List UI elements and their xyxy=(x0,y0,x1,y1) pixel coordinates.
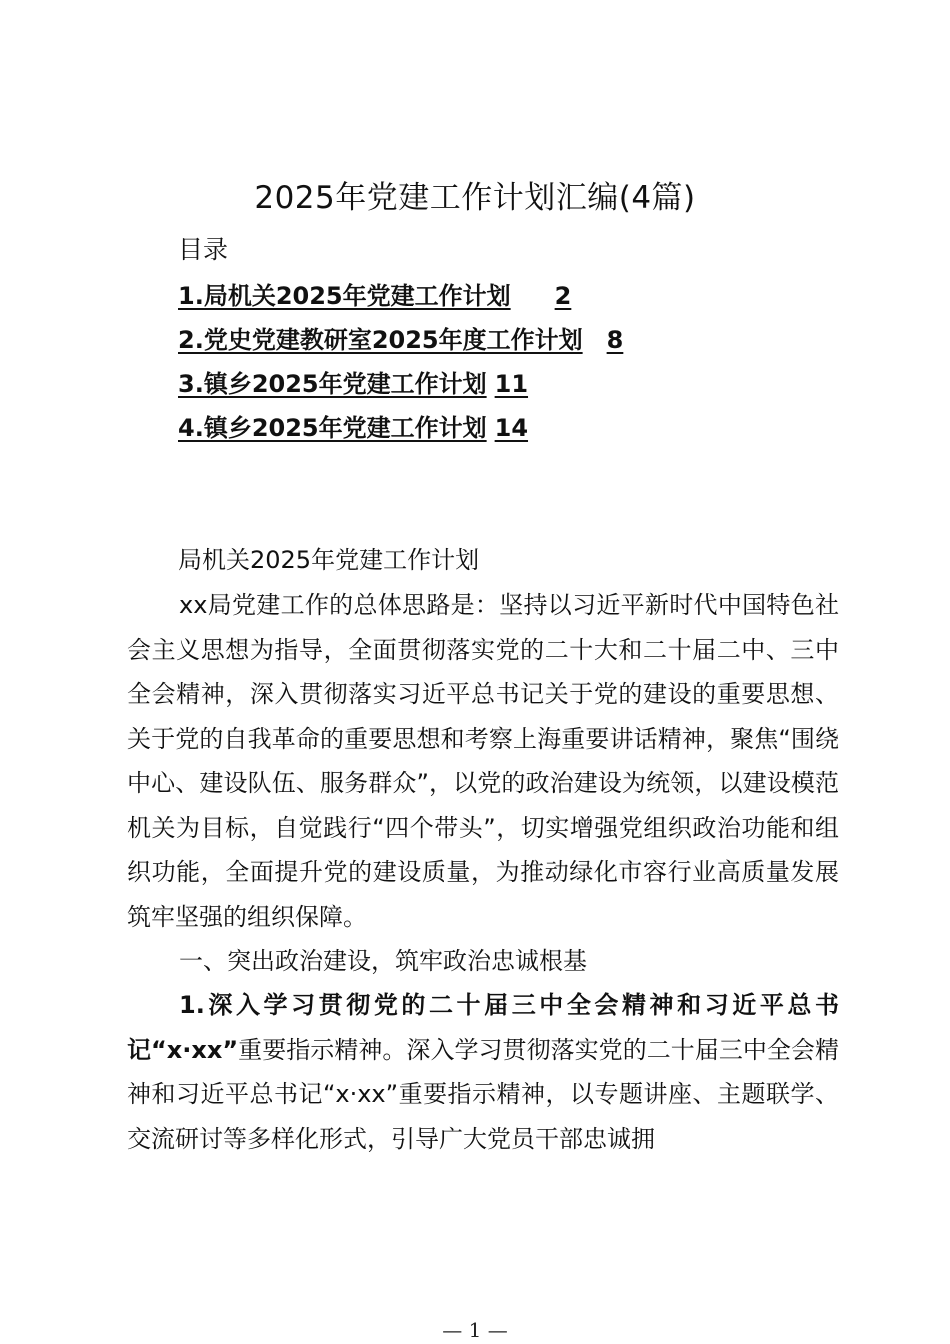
toc-entry-page: 11 xyxy=(494,370,529,398)
section-heading: 一、突出政治建设，筑牢政治忠诚根基 xyxy=(179,947,587,975)
toc-entry-1[interactable] xyxy=(178,276,571,311)
page-number-footer: — 1 — xyxy=(442,1318,508,1342)
section-title: 局机关2025年党建工作计划 xyxy=(178,546,480,574)
toc-entry-page: 8 xyxy=(606,326,624,354)
toc-entry-label: 4.镇乡2025年党建工作计划 xyxy=(178,414,487,442)
toc-entry-page: 2 xyxy=(554,282,572,310)
toc-entry-4[interactable] xyxy=(178,408,528,443)
toc-entry-page: 14 xyxy=(494,414,529,442)
body-paragraph: xx局党建工作的总体思路是：坚持以习近平新时代中国特色社会主义思想为指导，全面贯彻落实党的二十大和二十届二中、三中全会精神，深入贯彻落实习近平总书记关于党的建设的重要思想、关于党的自我革命的重要思想和考察上海重要讲话精神，聚焦“围绕中心、建设队伍、服务群众”，以党的政治建设为统领，以建设模范机关为目标，自觉践行“四个带头”，切实增强党组织政治功能和组织功能，全面提升党的建设质量，为推动绿化市容行业高质量发展筑牢坚强的组织保障。 xyxy=(127,591,839,931)
item-heading-bold: 1.深入学习贯彻党的二十届三中全会精神和习近平总书记“x·xx” xyxy=(127,991,839,1064)
toc-entry-2[interactable] xyxy=(178,320,623,355)
toc-entry-label: 1.局机关2025年党建工作计划 xyxy=(178,282,511,310)
item-body-text: 重要指示精神。深入学习贯彻落实党的二十届三中全会精神和习近平总书记“x·xx”重要指示精神，以专题讲座、主题联学、交流研讨等多样化形式，引导广大党员干部忠诚拥 xyxy=(127,1035,839,1153)
document-title: 2025年党建工作计划汇编(4篇) xyxy=(254,180,696,216)
body-paragraph-item-1 xyxy=(127,983,839,1161)
toc-entry-label: 3.镇乡2025年党建工作计划 xyxy=(178,370,487,398)
toc-heading: 目录 xyxy=(178,235,229,264)
toc-entry-label: 2.党史党建教研室2025年度工作计划 xyxy=(178,326,583,354)
toc-entry-3[interactable] xyxy=(178,364,528,399)
